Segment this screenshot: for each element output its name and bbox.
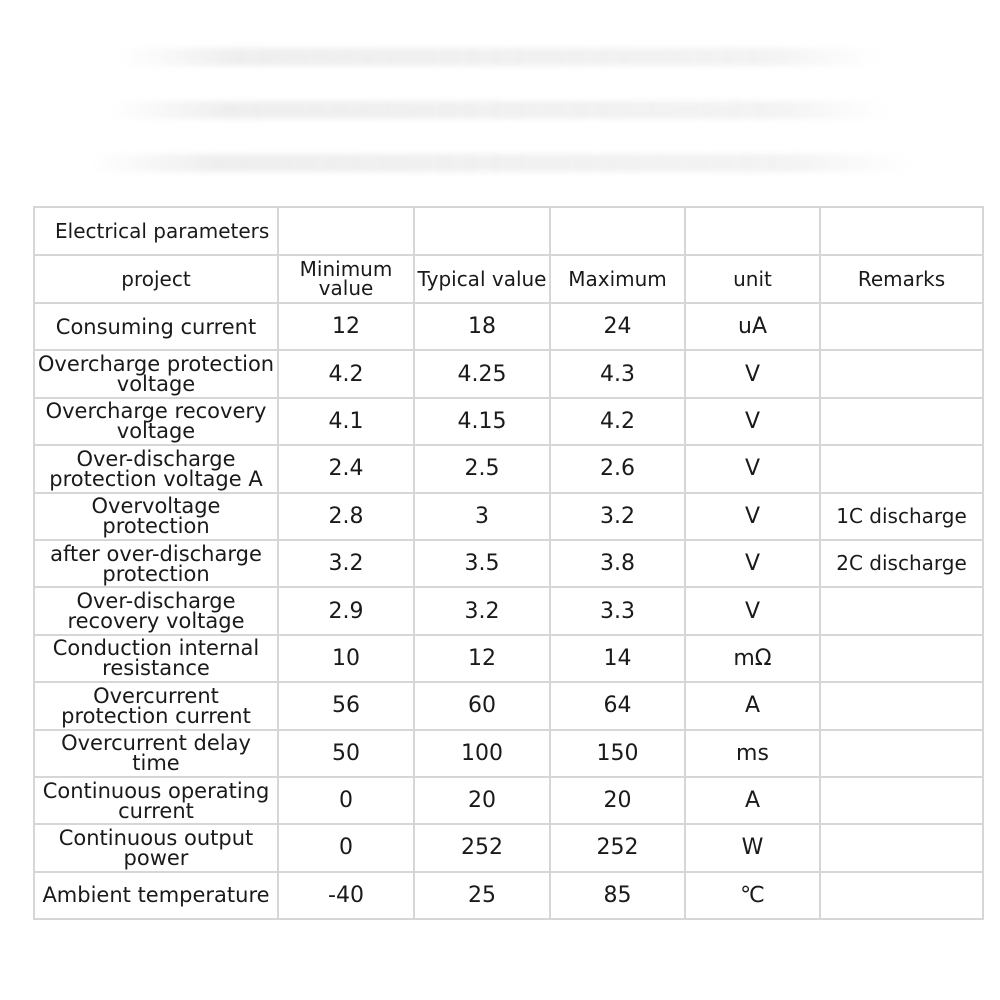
unit-cell: W (685, 824, 820, 871)
unit-cell: uA (685, 303, 820, 350)
unit-cell: mΩ (685, 635, 820, 682)
typical-value-cell: 4.15 (414, 398, 550, 445)
min-value-cell: 2.8 (278, 493, 414, 540)
min-value-cell: 0 (278, 777, 414, 824)
project-cell: Over-discharge recovery voltage (34, 587, 278, 634)
table-row (34, 872, 983, 919)
empty-cell (685, 207, 820, 255)
max-value-cell: 4.3 (550, 350, 685, 397)
typical-value-cell: 12 (414, 635, 550, 682)
max-value-cell: 24 (550, 303, 685, 350)
table-title: Electrical parameters (34, 207, 278, 255)
min-value-cell: 2.4 (278, 445, 414, 492)
typical-value-cell: 3.2 (414, 587, 550, 634)
min-value-cell: 10 (278, 635, 414, 682)
remarks-cell (820, 635, 983, 682)
unit-cell: ms (685, 730, 820, 777)
max-value-cell: 14 (550, 635, 685, 682)
typical-value-cell: 20 (414, 777, 550, 824)
remarks-cell (820, 398, 983, 445)
header-row (34, 255, 983, 303)
empty-cell (278, 207, 414, 255)
electrical-parameters-table (33, 206, 984, 920)
min-value-cell: -40 (278, 872, 414, 919)
max-value-cell: 85 (550, 872, 685, 919)
unit-cell: A (685, 777, 820, 824)
typical-value-cell: 4.25 (414, 350, 550, 397)
unit-cell: V (685, 540, 820, 587)
remarks-cell (820, 730, 983, 777)
max-value-cell: 20 (550, 777, 685, 824)
unit-cell: V (685, 398, 820, 445)
unit-cell: V (685, 445, 820, 492)
table-row (34, 398, 983, 445)
unit-cell: V (685, 493, 820, 540)
min-value-cell: 2.9 (278, 587, 414, 634)
table-row (34, 445, 983, 492)
project-cell: after over-discharge protection (34, 540, 278, 587)
max-value-cell: 3.8 (550, 540, 685, 587)
empty-cell (414, 207, 550, 255)
max-value-cell: 3.2 (550, 493, 685, 540)
min-value-cell: 56 (278, 682, 414, 729)
project-cell: Continuous operating current (34, 777, 278, 824)
project-cell: Overcurrent protection current (34, 682, 278, 729)
table-row (34, 682, 983, 729)
empty-cell (820, 207, 983, 255)
remarks-cell (820, 872, 983, 919)
max-value-cell: 4.2 (550, 398, 685, 445)
table-row (34, 303, 983, 350)
max-value-cell: 2.6 (550, 445, 685, 492)
project-cell: Overvoltage protection (34, 493, 278, 540)
header-typical: Typical value (414, 255, 550, 303)
table-row (34, 635, 983, 682)
remarks-cell (820, 445, 983, 492)
header-maximum: Maximum (550, 255, 685, 303)
remarks-cell (820, 303, 983, 350)
table-row (34, 540, 983, 587)
unit-cell: A (685, 682, 820, 729)
remarks-cell: 2C discharge (820, 540, 983, 587)
typical-value-cell: 18 (414, 303, 550, 350)
project-cell: Consuming current (34, 303, 278, 350)
title-row (34, 207, 983, 255)
max-value-cell: 3.3 (550, 587, 685, 634)
project-cell: Over-discharge protection voltage A (34, 445, 278, 492)
min-value-cell: 4.2 (278, 350, 414, 397)
faded-line (120, 48, 880, 66)
project-cell: Overcharge recovery voltage (34, 398, 278, 445)
header-unit: unit (685, 255, 820, 303)
header-remarks: Remarks (820, 255, 983, 303)
project-cell: Conduction internal resistance (34, 635, 278, 682)
max-value-cell: 150 (550, 730, 685, 777)
min-value-cell: 50 (278, 730, 414, 777)
table-row (34, 587, 983, 634)
faded-line (90, 154, 910, 172)
header-project: project (34, 255, 278, 303)
typical-value-cell: 252 (414, 824, 550, 871)
typical-value-cell: 60 (414, 682, 550, 729)
remarks-cell (820, 587, 983, 634)
header-minimum: Minimum value (278, 255, 414, 303)
min-value-cell: 0 (278, 824, 414, 871)
faded-line (110, 101, 890, 119)
remarks-cell: 1C discharge (820, 493, 983, 540)
empty-cell (550, 207, 685, 255)
typical-value-cell: 3 (414, 493, 550, 540)
remarks-cell (820, 682, 983, 729)
typical-value-cell: 3.5 (414, 540, 550, 587)
remarks-cell (820, 777, 983, 824)
table-row (34, 777, 983, 824)
table-body (34, 207, 983, 919)
remarks-cell (820, 350, 983, 397)
table-row (34, 730, 983, 777)
project-cell: Overcurrent delay time (34, 730, 278, 777)
min-value-cell: 4.1 (278, 398, 414, 445)
typical-value-cell: 2.5 (414, 445, 550, 492)
remarks-cell (820, 824, 983, 871)
min-value-cell: 12 (278, 303, 414, 350)
min-value-cell: 3.2 (278, 540, 414, 587)
project-cell: Overcharge protection voltage (34, 350, 278, 397)
max-value-cell: 64 (550, 682, 685, 729)
typical-value-cell: 25 (414, 872, 550, 919)
unit-cell: V (685, 587, 820, 634)
table-row (34, 350, 983, 397)
unit-cell: V (685, 350, 820, 397)
table-row (34, 493, 983, 540)
project-cell: Ambient temperature (34, 872, 278, 919)
max-value-cell: 252 (550, 824, 685, 871)
typical-value-cell: 100 (414, 730, 550, 777)
project-cell: Continuous output power (34, 824, 278, 871)
faded-background-text (40, 30, 960, 190)
table-row (34, 824, 983, 871)
unit-cell: ℃ (685, 872, 820, 919)
